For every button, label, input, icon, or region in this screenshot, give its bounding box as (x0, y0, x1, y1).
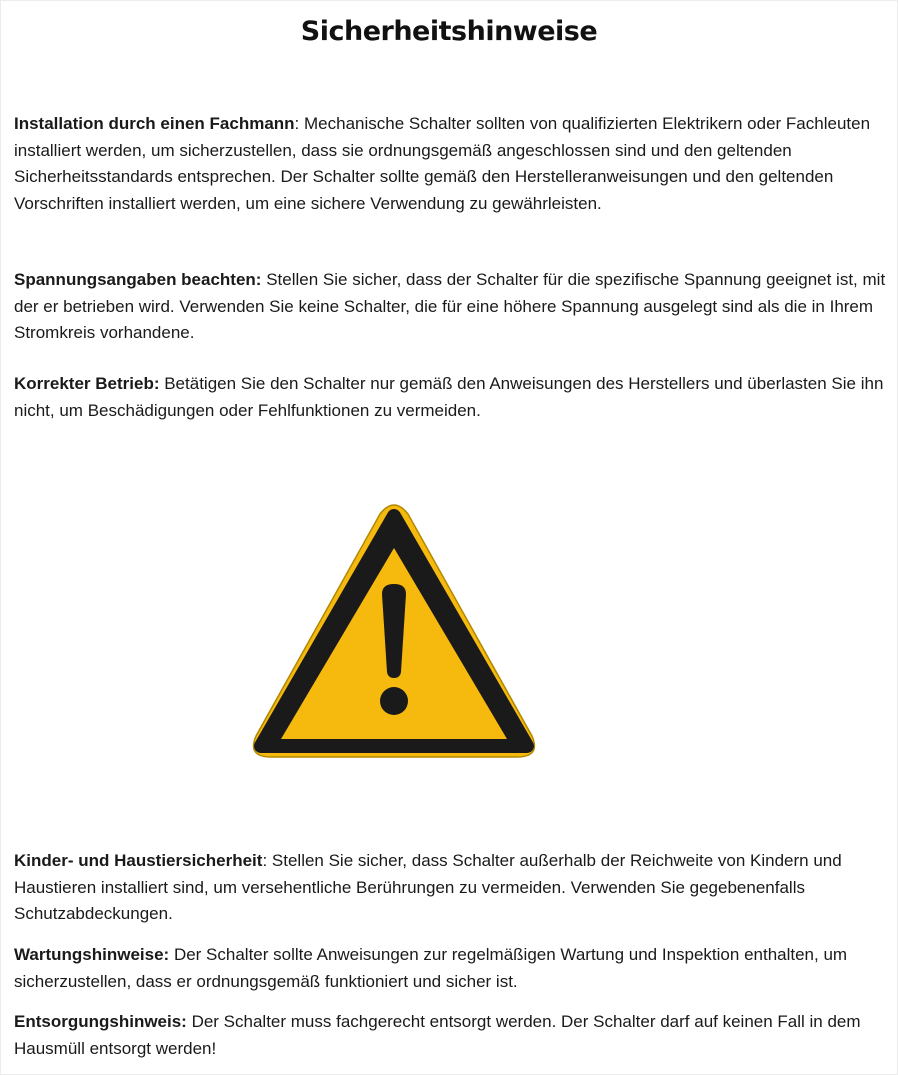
exclamation-dot (380, 687, 408, 715)
section-heading: Korrekter Betrieb: (14, 374, 160, 393)
section-operation (14, 371, 888, 424)
section-text: Mechanische Schalter sollten von qualifizierten Elektrikern oder Fachleuten installiert werden, um sicherzustellen, dass sie ordnungsgemäß angeschlossen sind und den geltenden Sicherheitsstandards entsprechen. Der Schalter sollte gemäß den Herstelleranweisungen und den geltenden Vorschriften installiert werden, um eine sichere Verwendung zu gewährleisten. (14, 114, 871, 213)
section-heading: Wartungshinweise: (14, 945, 170, 964)
section-separator: : (294, 114, 300, 133)
section-text: Der Schalter sollte Anweisungen zur regelmäßigen Wartung und Inspektion enthalten, um sicherzustellen, dass er ordnungsgemäß funktioniert und sicher ist. (14, 945, 848, 991)
section-installation (14, 111, 888, 217)
section-child-pet-safety (14, 848, 888, 928)
section-text: Stellen Sie sicher, dass der Schalter für die spezifische Spannung geeignet ist, mit der er betrieben wird. Verwenden Sie keine Schalter, die für eine höhere Spannung ausgelegt sind als die in Ihrem Stromkreis vorhandene. (14, 270, 886, 342)
section-voltage (14, 267, 888, 347)
section-heading: Entsorgungshinweis: (14, 1012, 187, 1031)
section-disposal (14, 1009, 888, 1062)
section-heading: Spannungsangaben beachten: (14, 270, 262, 289)
section-maintenance (14, 942, 888, 995)
section-heading: Kinder- und Haustiersicherheit (14, 851, 263, 870)
section-text: Der Schalter muss fachgerecht entsorgt werden. Der Schalter darf auf keinen Fall in dem Hausmüll entsorgt werden! (14, 1012, 861, 1058)
section-heading: Installation durch einen Fachmann (14, 114, 295, 133)
warning-triangle-icon (249, 502, 539, 760)
section-text: Betätigen Sie den Schalter nur gemäß den Anweisungen des Herstellers und überlasten Sie ihn nicht, um Beschädigungen oder Fehlfunktionen zu vermeiden. (14, 374, 884, 420)
page-title: Sicherheitshinweise (300, 16, 598, 47)
section-separator: : (262, 851, 268, 870)
section-text: Stellen Sie sicher, dass Schalter außerhalb der Reichweite von Kindern und Haustieren installiert sind, um versehentliche Berührungen zu vermeiden. Verwenden Sie gegebenenfalls Schutzabdeckungen. (14, 851, 842, 923)
